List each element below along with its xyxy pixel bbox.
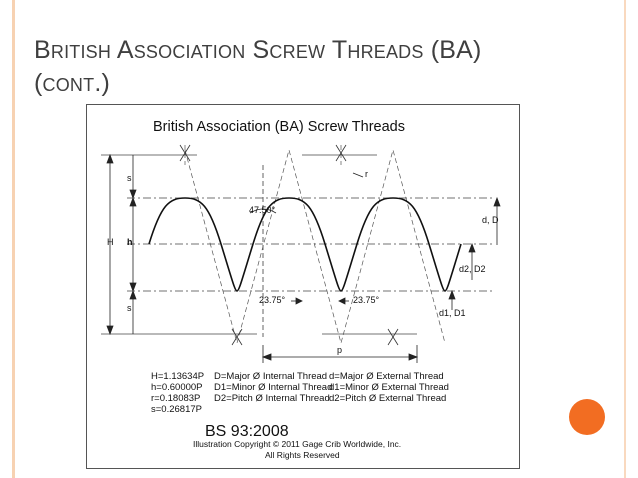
pitch-arrow-left bbox=[263, 354, 271, 360]
d1-D1-arrow bbox=[449, 291, 455, 299]
H-arrow-bottom bbox=[107, 326, 113, 334]
s-top-arrow bbox=[130, 190, 136, 198]
legend-d1: d1=Minor Ø External Thread bbox=[329, 382, 449, 393]
external-thread-legend bbox=[329, 371, 449, 404]
internal-thread-legend bbox=[214, 371, 332, 404]
label-h: h bbox=[127, 237, 133, 247]
legend-d2: d2=Pitch Ø External Thread bbox=[329, 393, 447, 404]
accent-circle bbox=[569, 399, 605, 435]
right-accent-rule bbox=[624, 0, 626, 478]
formula-r: r=0.18083P bbox=[151, 393, 201, 404]
label-d2-D2: d2, D2 bbox=[459, 264, 486, 274]
rights-text: All Rights Reserved bbox=[265, 450, 340, 460]
h-bottom-arrow bbox=[130, 283, 136, 291]
thread-profile-curve bbox=[149, 198, 461, 291]
label-angle-half-right: 23.75° bbox=[353, 295, 380, 305]
copyright-text: Illustration Copyright © 2011 Gage Crib Worldwide, Inc. bbox=[193, 439, 402, 449]
left-accent-rule bbox=[12, 0, 15, 478]
thread-profile-svg bbox=[87, 105, 521, 470]
label-pitch: p bbox=[337, 345, 343, 355]
label-s-top: s bbox=[127, 173, 132, 183]
fundamental-triangle bbox=[185, 150, 445, 343]
pitch-arrow-right bbox=[409, 354, 417, 360]
label-d-D: d, D bbox=[482, 215, 499, 225]
thread-diagram bbox=[86, 104, 520, 469]
slide-title-line2: (cont.) bbox=[34, 69, 110, 97]
H-arrow-top bbox=[107, 155, 113, 163]
d2-D2-arrow bbox=[469, 244, 475, 252]
standard-label: BS 93:2008 bbox=[205, 423, 289, 440]
legend-d: d=Major Ø External Thread bbox=[329, 371, 444, 382]
s-bottom-arrow bbox=[130, 291, 136, 299]
legend-D2: D2=Pitch Ø Internal Thread bbox=[214, 393, 330, 404]
slide-title bbox=[34, 34, 594, 100]
formula-H: H=1.13634P bbox=[151, 371, 205, 382]
d-D-arrow bbox=[494, 198, 500, 206]
figure-title: British Association (BA) Screw Threads bbox=[153, 119, 405, 135]
radius-leader bbox=[353, 173, 363, 177]
formula-s: s=0.26817P bbox=[151, 404, 202, 415]
legend-D1: D1=Minor Ø Internal Thread bbox=[214, 382, 333, 393]
formula-h: h=0.60000P bbox=[151, 382, 203, 393]
legend-D: D=Major Ø Internal Thread bbox=[214, 371, 328, 382]
label-r: r bbox=[365, 169, 368, 179]
label-H: H bbox=[107, 237, 114, 247]
h-top-arrow bbox=[130, 198, 136, 206]
slide-title-line1: British Association Screw Threads (BA) bbox=[34, 36, 482, 64]
label-s-bottom: s bbox=[127, 303, 132, 313]
label-d1-D1: d1, D1 bbox=[439, 308, 466, 318]
label-angle-half-left: 23.75° bbox=[259, 295, 286, 305]
formula-list bbox=[151, 371, 204, 415]
label-angle-full: 47.50° bbox=[249, 205, 276, 215]
